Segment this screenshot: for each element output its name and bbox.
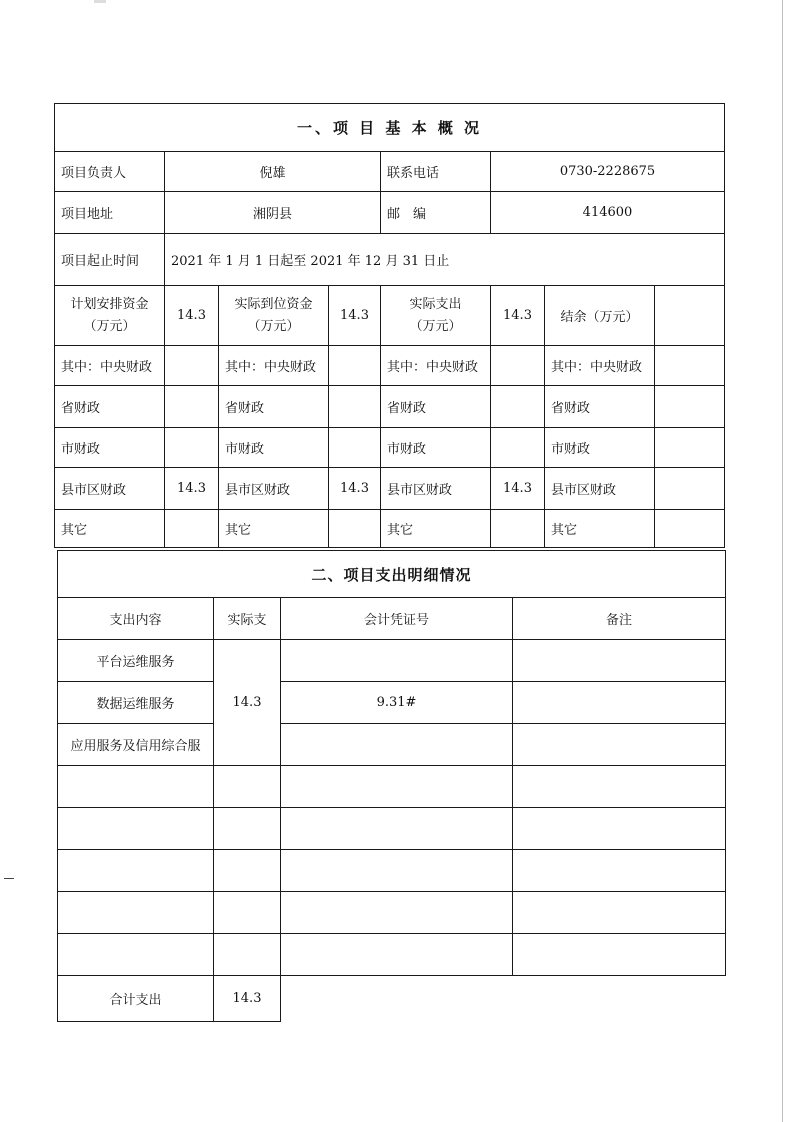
balance-value [655, 286, 725, 346]
period-value: 2021 年 1 月 1 日起至 2021 年 12 月 31 日止 [165, 234, 725, 286]
fund-row-label: 其它 [55, 510, 165, 548]
fund-row-value [329, 510, 381, 548]
planned-funds-value: 14.3 [165, 286, 219, 346]
fund-row-value [655, 386, 725, 428]
phone-label: 联系电话 [381, 152, 491, 192]
scan-mark [94, 0, 106, 3]
fund-row-label: 县市区财政 [55, 468, 165, 510]
address-label: 项目地址 [55, 192, 165, 234]
fund-row-label: 省财政 [545, 386, 655, 428]
spent-value: 14.3 [491, 286, 545, 346]
fund-row-label: 其它 [545, 510, 655, 548]
header-amount: 实际支 [214, 598, 281, 640]
actual-funds-label [219, 286, 329, 346]
section2-title: 二、项目支出明细情况 [58, 551, 726, 598]
fund-row-label: 省财政 [55, 386, 165, 428]
planned-funds-label-l2: （万元） [83, 318, 136, 334]
actual-funds-label-l1: 实际到位资金 [234, 296, 313, 312]
fund-row-label: 县市区财政 [545, 468, 655, 510]
spent-label [381, 286, 491, 346]
postcode-value: 414600 [491, 192, 725, 234]
spent-label-l1: 实际支出 [409, 296, 462, 312]
fund-row-value [165, 428, 219, 468]
voucher-cell [281, 724, 513, 766]
fund-row-label: 其中：中央财政 [381, 346, 491, 386]
fund-row-value [329, 386, 381, 428]
note-cell [513, 682, 726, 724]
fund-row-value [655, 428, 725, 468]
fund-row-value [655, 468, 725, 510]
merged-amount: 14.3 [214, 640, 281, 766]
empty-row [58, 766, 726, 808]
expense-item: 平台运维服务 [58, 640, 214, 682]
period-label: 项目起止时间 [55, 234, 165, 286]
empty-row [58, 850, 726, 892]
total-label: 合计支出 [58, 976, 214, 1022]
fund-row-label: 省财政 [219, 386, 329, 428]
fund-row-value [655, 510, 725, 548]
fund-row-label: 县市区财政 [219, 468, 329, 510]
planned-funds-label [55, 286, 165, 346]
fund-row-value [491, 510, 545, 548]
fund-row-value [165, 386, 219, 428]
fund-row-label: 省财政 [381, 386, 491, 428]
leader-value: 倪雄 [165, 152, 381, 192]
leader-label: 项目负责人 [55, 152, 165, 192]
fund-row-label: 市财政 [381, 428, 491, 468]
expenditure-detail-table [57, 550, 726, 1022]
fund-row-label: 市财政 [219, 428, 329, 468]
address-value: 湘阴县 [165, 192, 381, 234]
fund-row-label: 其它 [219, 510, 329, 548]
section1-title: 一、项 目 基 本 概 况 [55, 104, 725, 152]
fund-row-label: 市财政 [55, 428, 165, 468]
header-note: 备注 [513, 598, 726, 640]
empty-row [58, 808, 726, 850]
fund-row-value [165, 510, 219, 548]
fund-row-label: 其中：中央财政 [55, 346, 165, 386]
planned-funds-label-l1: 计划安排资金 [70, 296, 149, 312]
note-cell [513, 724, 726, 766]
fund-row-label: 其它 [381, 510, 491, 548]
header-content: 支出内容 [58, 598, 214, 640]
fund-row-label: 市财政 [545, 428, 655, 468]
fund-row-value: 14.3 [329, 468, 381, 510]
fund-row-value: 14.3 [165, 468, 219, 510]
project-overview-table [54, 103, 725, 548]
phone-value: 0730-2228675 [491, 152, 725, 192]
fund-row-value [491, 346, 545, 386]
balance-label: 结余（万元） [545, 286, 655, 346]
scan-edge-line [782, 0, 783, 1122]
note-cell [513, 640, 726, 682]
fund-row-value [329, 346, 381, 386]
total-value: 14.3 [214, 976, 281, 1022]
fund-row-value [491, 386, 545, 428]
postcode-label: 邮 编 [381, 192, 491, 234]
empty-row [58, 934, 726, 976]
actual-funds-value: 14.3 [329, 286, 381, 346]
header-voucher: 会计凭证号 [281, 598, 513, 640]
empty-row [58, 892, 726, 934]
scan-margin-mark [4, 878, 14, 879]
spent-label-l2: （万元） [409, 318, 462, 334]
fund-row-value [165, 346, 219, 386]
fund-row-value [491, 428, 545, 468]
fund-row-value [329, 428, 381, 468]
expense-item: 应用服务及信用综合服 [58, 724, 214, 766]
fund-row-value [655, 346, 725, 386]
voucher-cell [281, 640, 513, 682]
fund-row-label: 其中：中央财政 [545, 346, 655, 386]
expense-item: 数据运维服务 [58, 682, 214, 724]
actual-funds-label-l2: （万元） [247, 318, 300, 334]
fund-row-label: 县市区财政 [381, 468, 491, 510]
fund-row-label: 其中：中央财政 [219, 346, 329, 386]
fund-row-value: 14.3 [491, 468, 545, 510]
voucher-cell: 9.31# [281, 682, 513, 724]
